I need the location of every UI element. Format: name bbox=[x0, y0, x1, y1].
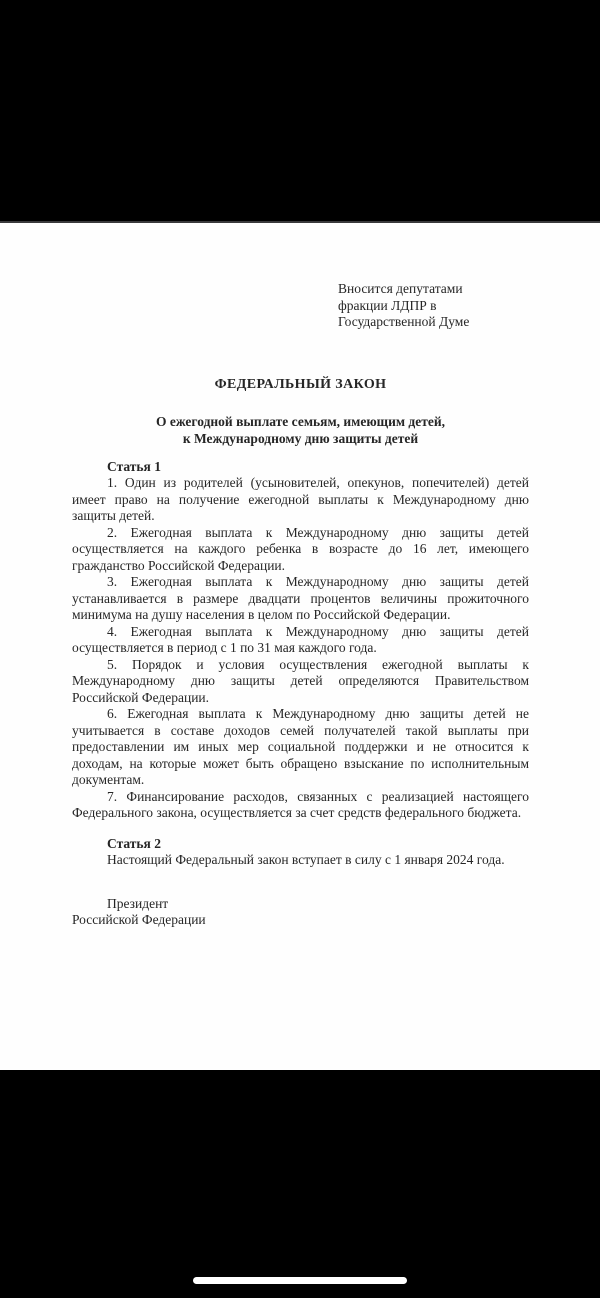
document-subtitle-line: О ежегодной выплате семьям, имеющим детей, bbox=[155, 413, 446, 429]
article-1-paragraph: 4. Ежегодная выплата к Международному дню защиты детей осуществляется в период с 1 по 31 мая каждого года. bbox=[72, 623, 529, 655]
signature-block bbox=[72, 896, 529, 929]
document-page[interactable] bbox=[0, 223, 600, 1070]
submission-note-line: фракции ЛДПР в bbox=[338, 297, 437, 313]
article-1-heading: Статья 1 bbox=[107, 458, 161, 474]
article-1-paragraph: 1. Один из родителей (усыновителей, опекунов, попечителей) детей имеет право на получение ежегодной выплаты к Международному дню защиты детей. bbox=[72, 475, 529, 523]
letterbox-top bbox=[0, 0, 600, 223]
submission-note-line: Государственной Думе bbox=[338, 314, 470, 329]
article-2-heading: Статья 2 bbox=[107, 835, 161, 851]
article-1-paragraph: 5. Порядок и условия осуществления ежегодной выплаты к Международному дню защиты детей определяются Правительством Российской Федерации. bbox=[72, 656, 529, 705]
document-subtitle bbox=[72, 413, 529, 448]
document-title: ФЕДЕРАЛЬНЫЙ ЗАКОН bbox=[214, 376, 387, 392]
article-1-paragraph: 7. Финансирование расходов, связанных с реализацией настоящего Федерального закона, осуществляется за счет средств федерального бюджета. bbox=[72, 788, 529, 820]
article-1-paragraph: 2. Ежегодная выплата к Международному дню защиты детей осуществляется на каждого ребенка в возрасте до 16 лет, имеющего гражданство Российской Федерации. bbox=[72, 524, 529, 573]
document-subtitle-line: к Международному дню защиты детей bbox=[182, 431, 419, 446]
signature-line: Президент bbox=[107, 895, 169, 911]
article-1-paragraph: 6. Ежегодная выплата к Международному дню защиты детей не учитывается в составе доходов семей получателей такой выплаты при предоставлении им иных мер социальной поддержки и не относится к доходам, на которые может быть обращено взыскание по исполнительным документам. bbox=[72, 706, 529, 787]
letterbox-bottom bbox=[0, 1070, 600, 1298]
article-2-paragraph: Настоящий Федеральный закон вступает в силу с 1 января 2024 года. bbox=[107, 852, 505, 867]
home-indicator[interactable] bbox=[193, 1277, 407, 1284]
article-1-paragraph: 3. Ежегодная выплата к Международному дню защиты детей устанавливается в размере двадцати процентов величины прожиточного минимума на душу населения в целом по Российской Федерации. bbox=[72, 574, 529, 622]
article-1 bbox=[72, 459, 529, 822]
signature-line: Российской Федерации bbox=[72, 912, 206, 927]
article-2 bbox=[72, 836, 529, 869]
submission-note-line: Вносится депутатами bbox=[338, 281, 463, 296]
submission-note bbox=[338, 281, 529, 331]
